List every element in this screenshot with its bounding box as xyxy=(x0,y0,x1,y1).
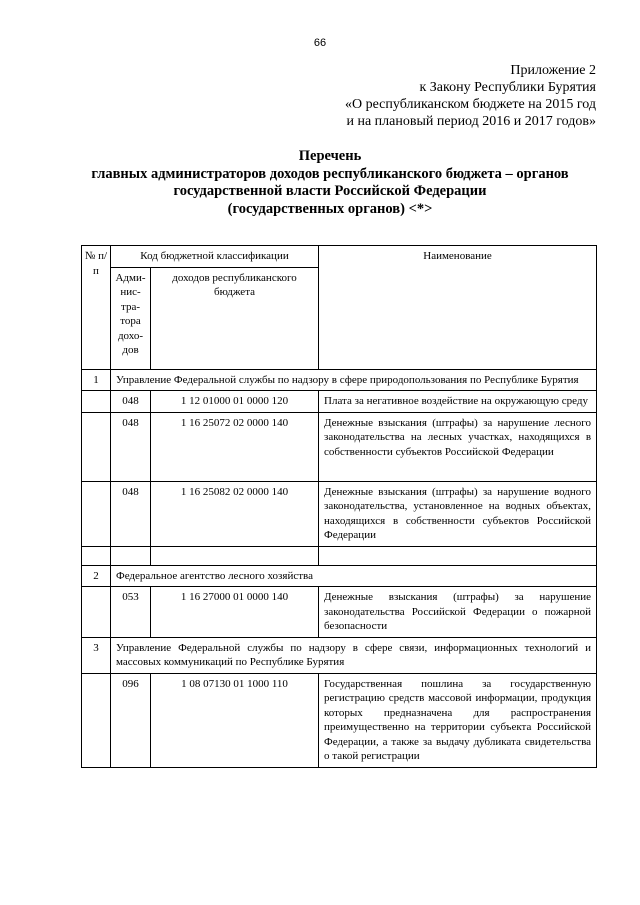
title-line: государственной власти Российской Федерации xyxy=(173,183,487,199)
spacer-row xyxy=(82,546,597,565)
income-code: 1 16 25082 02 0000 140 xyxy=(151,481,319,546)
header-num: № п/п xyxy=(82,246,111,370)
empty-num-cell xyxy=(82,391,111,413)
table-row xyxy=(82,481,597,546)
title-line: (государственных органов) <*> xyxy=(227,200,433,217)
header-admin: Адми-нис-тра-тора дохо-дов xyxy=(111,267,151,369)
table-row xyxy=(82,391,597,413)
section-num: 1 xyxy=(82,369,111,391)
document-title xyxy=(60,148,600,218)
empty-num-cell xyxy=(82,587,111,638)
section-num: 2 xyxy=(82,565,111,587)
spacer-cell xyxy=(82,546,111,565)
section-title: Управление Федеральной службы по надзору в сфере природопользования по Республике Бурятия xyxy=(111,369,597,391)
header-name: Наименование xyxy=(319,246,597,370)
income-code: 1 08 07130 01 1000 110 xyxy=(151,673,319,767)
section-title: Федеральное агентство лесного хозяйства xyxy=(111,565,597,587)
section-row xyxy=(82,565,597,587)
header-code-group: Код бюджетной классификации xyxy=(111,246,319,268)
admin-code: 096 xyxy=(111,673,151,767)
spacer-cell xyxy=(111,546,151,565)
income-code: 1 16 27000 01 0000 140 xyxy=(151,587,319,638)
title-line: главных администраторов доходов республиканского бюджета – органов xyxy=(91,165,569,182)
table-row xyxy=(82,412,597,481)
section-num: 3 xyxy=(82,637,111,673)
empty-num-cell xyxy=(82,481,111,546)
admin-code: 048 xyxy=(111,481,151,546)
appendix-line: Приложение 2 xyxy=(510,63,596,78)
spacer-cell xyxy=(319,546,597,565)
income-name: Денежные взыскания (штрафы) за нарушение лесного законодательства на лесных участках, находящихся в собственности субъектов Российской Федерации xyxy=(319,412,597,481)
table-row xyxy=(82,587,597,638)
header-income: доходов республиканского бюджета xyxy=(151,267,319,369)
appendix-line: «О республиканском бюджете на 2015 год xyxy=(345,97,596,112)
title-line: Перечень xyxy=(298,148,362,164)
admin-code: 053 xyxy=(111,587,151,638)
income-name: Денежные взыскания (штрафы) за нарушение водного законодательства, установленное на водных объектах, находящихся в собственности субъектов Российской Федерации xyxy=(319,481,597,546)
section-title: Управление Федеральной службы по надзору в сфере связи, информационных технологий и массовых коммуникаций по Республике Бурятия xyxy=(111,637,597,673)
spacer-cell xyxy=(151,546,319,565)
admin-code: 048 xyxy=(111,412,151,481)
appendix-reference xyxy=(256,62,596,130)
income-code: 1 16 25072 02 0000 140 xyxy=(151,412,319,481)
income-code: 1 12 01000 01 0000 120 xyxy=(151,391,319,413)
table-header-row xyxy=(82,246,597,268)
income-name: Государственная пошлина за государственную регистрацию средств массовой информации, продукция которых предназначена для распространения преимущественно на территории субъекта Российской Федерации, а также за выдачу дубликата свидетельства о такой регистрации xyxy=(319,673,597,767)
page-number: 66 xyxy=(313,37,327,49)
appendix-line: и на плановый период 2016 и 2017 годов» xyxy=(346,114,596,129)
income-name: Плата за негативное воздействие на окружающую среду xyxy=(319,391,597,413)
table-row xyxy=(82,673,597,767)
appendix-line: к Закону Республики Бурятия xyxy=(419,80,596,95)
admin-code: 048 xyxy=(111,391,151,413)
income-name: Денежные взыскания (штрафы) за нарушение законодательства Российской Федерации о пожарной безопасности xyxy=(319,587,597,638)
section-row xyxy=(82,369,597,391)
administrators-table xyxy=(81,245,597,768)
empty-num-cell xyxy=(82,673,111,767)
empty-num-cell xyxy=(82,412,111,481)
section-row xyxy=(82,637,597,673)
